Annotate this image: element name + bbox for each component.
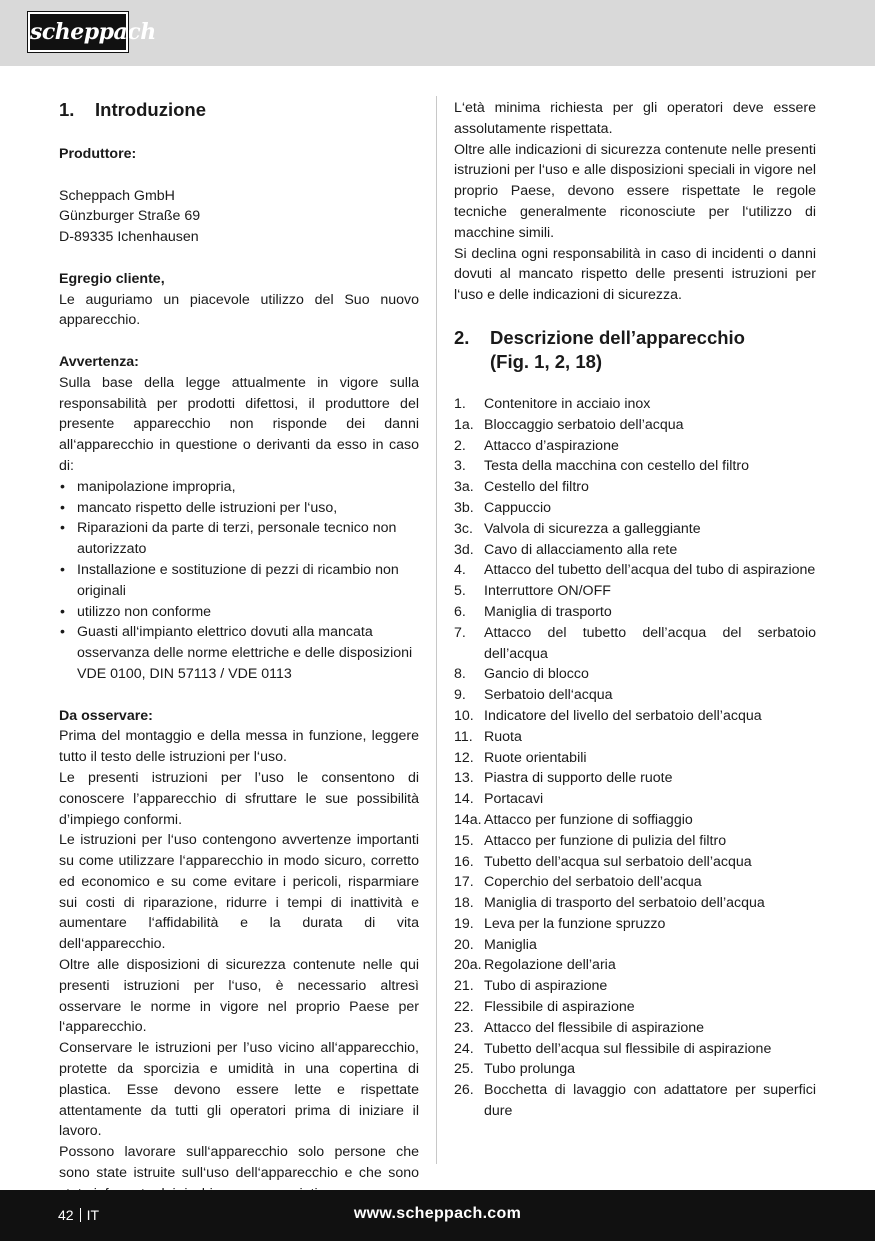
section-2-title: Descrizione dell’apparecchio bbox=[490, 326, 745, 348]
list-item bbox=[454, 872, 816, 893]
list-item bbox=[454, 1018, 816, 1039]
intro-paragraph: Oltre alle indicazioni di sicurezza contenute nelle presenti istruzioni per l‘uso e alle disposizioni speciali in vigore nel proprio Paese, devono essere rispettate le regole tecniche generalmente riconosciute per l‘utilizzo di macchine simili. bbox=[454, 141, 816, 241]
part-description: Tubetto dell’acqua sul flessibile di aspirazione bbox=[484, 1040, 772, 1057]
part-description: Valvola di sicurezza a galleggiante bbox=[484, 520, 701, 537]
part-number: 3b. bbox=[454, 499, 474, 516]
scheppach-logo: scheppach bbox=[28, 12, 128, 52]
list-item bbox=[454, 498, 816, 519]
part-number: 23. bbox=[454, 1019, 474, 1036]
section-1-heading bbox=[59, 98, 419, 122]
list-item bbox=[454, 852, 816, 873]
part-number: 20. bbox=[454, 936, 474, 953]
list-item bbox=[454, 955, 816, 976]
part-number: 3a. bbox=[454, 479, 474, 496]
part-number: 19. bbox=[454, 915, 474, 932]
intro-paragraph: Si declina ogni responsabilità in caso di incidenti o danni dovuti al mancato rispetto delle presenti istruzioni per l‘uso e delle indicazioni di sicurezza. bbox=[454, 245, 816, 304]
part-number: 2. bbox=[454, 437, 466, 454]
list-item bbox=[454, 394, 816, 415]
part-description: Serbatoio dell‘acqua bbox=[484, 687, 613, 704]
list-item bbox=[454, 456, 816, 477]
part-description: Ruote orientabili bbox=[484, 749, 587, 766]
list-item bbox=[454, 623, 816, 665]
list-item: • mancato rispetto delle istruzioni per l‘uso, bbox=[59, 498, 419, 519]
part-number: 17. bbox=[454, 874, 474, 891]
list-item: • manipolazione impropria, bbox=[59, 477, 419, 498]
observe-paragraph: Oltre alle disposizioni di sicurezza contenute nelle qui presenti istruzioni per l‘uso, è necessario altresì osservare le norme in vigore nel proprio Paese per l‘apparecchio. bbox=[59, 957, 419, 1036]
list-item bbox=[454, 581, 816, 602]
observe-paragraph: Possono lavorare sull‘apparecchio solo persone che sono state istruite sull‘uso dell‘apparecchio e che sono bbox=[59, 1144, 419, 1182]
observe-paragraph: Conservare le istruzioni per l’uso vicino all‘apparecchio, protette da sporcizia e umidità in una copertina di plastica. Esse devono essere lette e rispettate attentamente da tutti gli operatori prima di iniziare il lavoro. bbox=[59, 1040, 419, 1140]
part-description: Maniglia di trasporto del serbatoio dell’acqua bbox=[484, 895, 765, 912]
right-column bbox=[454, 98, 816, 1122]
part-description: Piastra di supporto delle ruote bbox=[484, 770, 673, 787]
section-1-number: 1. bbox=[59, 99, 75, 120]
list-item: • utilizzo non conforme bbox=[59, 602, 419, 623]
part-number: 7. bbox=[454, 624, 466, 641]
part-description: Bloccaggio serbatoio dell’acqua bbox=[484, 416, 684, 433]
part-number: 25. bbox=[454, 1061, 474, 1078]
part-number: 21. bbox=[454, 978, 474, 995]
list-item: • Riparazioni da parte di terzi, personale tecnico non autorizzato bbox=[59, 518, 419, 560]
liability-bullet-list bbox=[59, 477, 419, 685]
page-number: 42 bbox=[58, 1207, 74, 1223]
list-item bbox=[454, 893, 816, 914]
part-number: 1. bbox=[454, 395, 466, 412]
part-number: 14. bbox=[454, 791, 474, 808]
part-description: Testa della macchina con cestello del filtro bbox=[484, 458, 749, 475]
list-item bbox=[454, 540, 816, 561]
list-item bbox=[454, 1080, 816, 1122]
list-item bbox=[454, 768, 816, 789]
list-item bbox=[454, 1039, 816, 1060]
parts-list bbox=[454, 394, 816, 1122]
list-item bbox=[454, 976, 816, 997]
list-item bbox=[454, 748, 816, 769]
observe-label: Da osservare: bbox=[59, 707, 153, 724]
part-description: Indicatore del livello del serbatoio dell’acqua bbox=[484, 707, 762, 724]
list-item bbox=[454, 436, 816, 457]
address-line-2: Günzburger Straße 69 bbox=[59, 208, 201, 225]
part-description: Attacco del tubetto dell’acqua del serbatoio dell’acqua bbox=[484, 624, 816, 662]
part-description: Cavo di allacciamento alla rete bbox=[484, 541, 678, 558]
part-number: 5. bbox=[454, 583, 466, 600]
warning-text: Sulla base della legge attualmente in vigore sulla responsabilità per prodotti difettosi, il produttore del presente apparecchio non risponde dei danni all‘apparecchio in questione o derivanti da esso in caso di: bbox=[59, 374, 419, 474]
list-item bbox=[454, 914, 816, 935]
part-description: Cestello del filtro bbox=[484, 479, 589, 496]
part-number: 3c. bbox=[454, 520, 473, 537]
part-description: Attacco per funzione di pulizia del filtro bbox=[484, 832, 727, 849]
section-2-heading bbox=[454, 326, 816, 374]
part-description: Maniglia bbox=[484, 936, 537, 953]
section-1-title: Introduzione bbox=[95, 99, 206, 120]
intro-paragraph: L‘età minima richiesta per gli operatori deve essere assolutamente rispettata. bbox=[454, 100, 816, 137]
producer-label: Produttore: bbox=[59, 146, 137, 162]
header-bar bbox=[0, 0, 875, 66]
warning-label: Avvertenza: bbox=[59, 353, 139, 370]
section-2-number: 2. bbox=[454, 326, 470, 348]
part-description: Bocchetta di lavaggio con adattatore per superfici dure bbox=[484, 1082, 816, 1120]
part-description: Tubo prolunga bbox=[484, 1061, 575, 1078]
column-divider bbox=[436, 96, 437, 1164]
part-description: Contenitore in acciaio inox bbox=[484, 395, 651, 412]
part-description: Attacco per funzione di soffiaggio bbox=[484, 811, 693, 828]
list-item bbox=[454, 997, 816, 1018]
observe-paragraph: Le presenti istruzioni per l’uso le consentono di conoscere l’apparecchio di sfruttare le sue possibilità d’impiego conformi. bbox=[59, 769, 419, 828]
part-number: 14a. bbox=[454, 811, 482, 828]
website-link[interactable]: www.scheppach.com bbox=[353, 1205, 522, 1222]
part-number: 26. bbox=[454, 1082, 474, 1099]
part-number: 22. bbox=[454, 999, 474, 1016]
list-item bbox=[454, 664, 816, 685]
part-number: 15. bbox=[454, 832, 474, 849]
list-item bbox=[454, 560, 816, 581]
address-line-3: D-89335 Ichenhausen bbox=[59, 229, 199, 246]
part-number: 16. bbox=[454, 853, 474, 870]
part-description: Tubetto dell’acqua sul serbatoio dell’acqua bbox=[484, 853, 752, 870]
part-number: 12. bbox=[454, 749, 474, 766]
list-item bbox=[454, 935, 816, 956]
part-number: 9. bbox=[454, 687, 466, 704]
observe-paragraph: Prima del montaggio e della messa in funzione, leggere tutto il testo delle istruzioni per l‘uso. bbox=[59, 728, 419, 766]
observe-paragraph: Le istruzioni per l‘uso contengono avvertenze importanti su come utilizzare l‘apparecchio in modo sicuro, corretto ed economico e su come evitare i pericoli, risparmiare sui costi di riparazione, ridurre i tempi di inattività e aumentare l‘affidabilità e la durata di vita dell‘apparecchio. bbox=[59, 832, 419, 953]
part-description: Attacco d’aspirazione bbox=[484, 437, 619, 454]
part-number: 20a. bbox=[454, 957, 482, 974]
list-item bbox=[454, 477, 816, 498]
dear-customer-label: Egregio cliente, bbox=[59, 270, 165, 287]
dear-customer-text: Le auguriamo un piacevole utilizzo del Suo nuovo apparecchio. bbox=[59, 291, 419, 329]
part-description: Maniglia di trasporto bbox=[484, 603, 612, 620]
part-number: 6. bbox=[454, 603, 466, 620]
part-description: Flessibile di aspirazione bbox=[484, 999, 635, 1016]
list-item: • Installazione e sostituzione di pezzi di ricambio non originali bbox=[59, 560, 419, 602]
footer-bar bbox=[0, 1190, 875, 1241]
list-item bbox=[454, 415, 816, 436]
part-description: Attacco del flessibile di aspirazione bbox=[484, 1019, 705, 1036]
list-item bbox=[454, 810, 816, 831]
list-item bbox=[454, 789, 816, 810]
part-number: 24. bbox=[454, 1040, 474, 1057]
part-description: Leva per la funzione spruzzo bbox=[484, 915, 666, 932]
part-description: Coperchio del serbatoio dell’acqua bbox=[484, 874, 702, 891]
part-number: 4. bbox=[454, 562, 466, 579]
part-number: 8. bbox=[454, 666, 466, 683]
list-item bbox=[454, 519, 816, 540]
list-item: • Guasti all‘impianto elettrico dovuti alla mancata osservanza delle norme elettriche e delle disposizioni VDE 0100, DIN 57113 / VDE 0113 bbox=[59, 622, 419, 684]
left-column bbox=[59, 98, 419, 1205]
part-description: Portacavi bbox=[484, 791, 544, 808]
part-description: Ruota bbox=[484, 728, 522, 745]
list-item bbox=[454, 685, 816, 706]
part-description: Regolazione dell’aria bbox=[484, 957, 616, 974]
list-item bbox=[454, 1059, 816, 1080]
part-number: 10. bbox=[454, 707, 474, 724]
language-code: IT bbox=[86, 1207, 100, 1223]
part-number: 1a. bbox=[454, 416, 474, 433]
section-2-subtitle: (Fig. 1, 2, 18) bbox=[490, 350, 603, 372]
part-description: Gancio di blocco bbox=[484, 666, 589, 683]
part-number: 3d. bbox=[454, 541, 474, 558]
list-item bbox=[454, 602, 816, 623]
list-item bbox=[454, 727, 816, 748]
part-number: 18. bbox=[454, 895, 474, 912]
list-item bbox=[454, 831, 816, 852]
address-line-1: Scheppach GmbH bbox=[59, 187, 175, 204]
part-number: 3. bbox=[454, 458, 466, 475]
part-description: Cappuccio bbox=[484, 499, 552, 516]
part-description: Attacco del tubetto dell’acqua del tubo di aspirazione bbox=[484, 562, 816, 579]
list-item bbox=[454, 706, 816, 727]
part-description: Interruttore ON/OFF bbox=[484, 583, 611, 600]
part-description: Tubo di aspirazione bbox=[484, 978, 608, 995]
part-number: 11. bbox=[454, 728, 473, 745]
part-number: 13. bbox=[454, 770, 474, 787]
